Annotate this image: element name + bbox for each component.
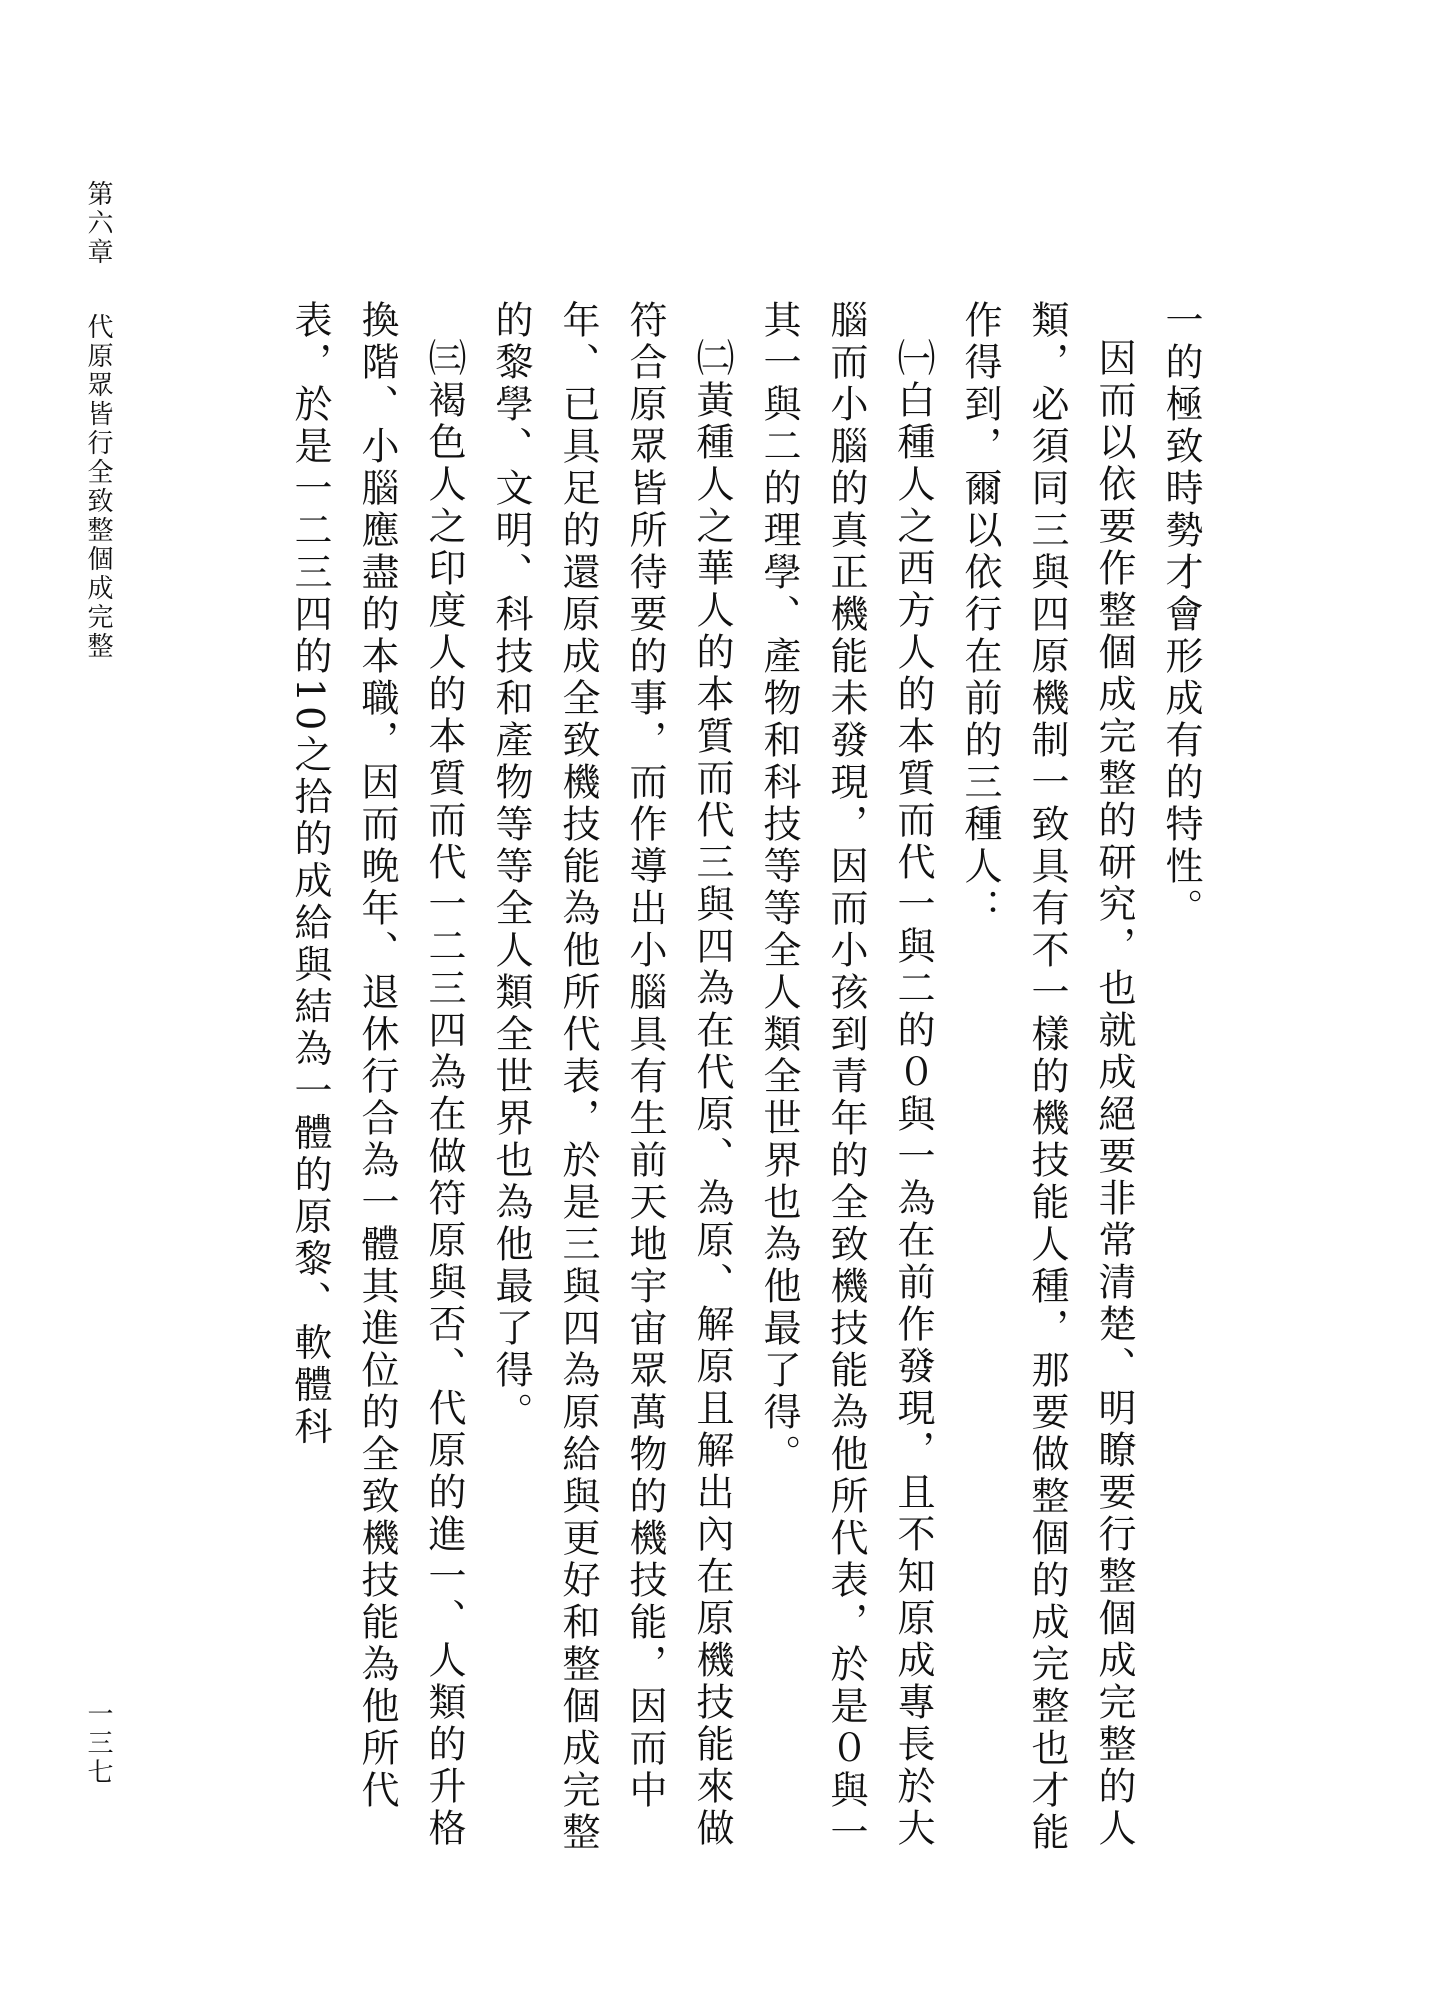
page-number: 一三七	[83, 1700, 113, 1787]
paragraph: ㈡黃種人之華人的本質而代三與四為在代原、為原、解原且解出內在原機技能來做符合原眾皆所待要的事，而作導出小腦具有生前天地宇宙眾萬物的機技能，因而中年、已具足的還原成全致機技能為他所代表，於是三與四為原給與更好和整個成完整的黎學、文明、科技和產物等等全人類全世界也為他最了得。	[489, 300, 734, 1854]
body-text	[276, 300, 1214, 1860]
paragraph: ㈢褐色人之印度人的本質而代一二三四為在做符原與否、代原的進一、人類的升格換階、小腦應盡的本職，因而晚年、退休行合為一體其進位的全致機技能為他所代表，於是一二三四的10之拾的成給與結為一體的原黎、軟體科	[288, 300, 466, 1850]
paragraph: 一的極致時勢才會形成有的特性。	[1159, 300, 1203, 930]
paragraph: ㈠白種人之西方人的本質而代一與二的０與一為在前作發現，且不知原成專長於大腦而小腦的真正機能未發現，因而小孩到青年的全致機技能為他所代表，於是０與一其一與二的理學、產物和科技等等全人類全世界也為他最了得。	[757, 300, 935, 1854]
paragraph: 因而以依要作整個成完整的研究，也就成絕要非常清楚、明瞭要行整個成完整的人類，必須同三與四原機制一致具有不一樣的機技能人種，那要做整個的成完整也才能作得到，爾以依行在前的三種人：	[958, 300, 1136, 1854]
chapter-label: 第六章	[83, 180, 113, 267]
running-header	[78, 180, 118, 661]
chapter-title: 代原眾皆行全致整個成完整	[83, 313, 113, 661]
